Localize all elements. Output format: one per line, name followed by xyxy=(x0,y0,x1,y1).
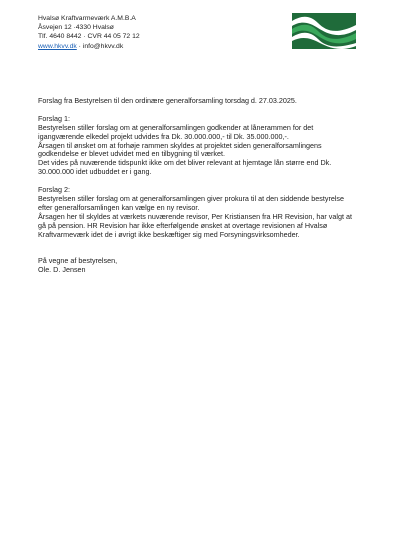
letter-body xyxy=(38,97,368,275)
proposal-2-line: Bestyrelsen stiller forslag om at generalforsamlingen giver prokura til at den siddende bestyrelse xyxy=(38,193,345,203)
proposal-1-line: Det vides på nuværende tidspunkt ikke om det bliver relevant at hjemtage lån større end Dk. xyxy=(38,158,332,168)
closing-line: På vegne af bestyrelsen, xyxy=(38,256,118,266)
proposal-1-line: godkendelse er blevet udvidet med en tilbygning til værket. xyxy=(38,149,225,159)
proposal-2-line: Årsagen her til skyldes at værkets nuværende revisor, Per Kristiansen fra HR Revision, har valgt at xyxy=(38,211,352,221)
website-link[interactable]: www.hkvv.dk xyxy=(38,42,77,50)
signature-name: Ole. D. Jensen xyxy=(38,265,86,275)
company-web-email xyxy=(38,42,140,51)
proposal-1-title: Forslag 1: xyxy=(38,113,70,123)
proposal-1-line: igangværende elkedel projekt udvides fra Dk. 30.000.000,- til Dk. 35.000.000,-. xyxy=(38,131,289,141)
proposal-1-line: 30.000.000 idet udbuddet er i gang. xyxy=(38,167,152,177)
company-wave-logo xyxy=(292,13,356,49)
company-phone-cvr: Tlf. 4640 8442 · CVR 44 05 72 12 xyxy=(38,33,140,41)
letter-intro: Forslag fra Bestyrelsen til den ordinære generalforsamling torsdag d. 27.03.2025. xyxy=(38,96,297,105)
company-name: Hvalsø Kraftvarmeværk A.M.B.A xyxy=(38,15,136,22)
proposal-1-line: Årsagen til ønsket om at forhøje rammen skyldes at projektet siden generalforsamlingens xyxy=(38,140,322,150)
proposal-2-title: Forslag 2: xyxy=(38,185,70,195)
letterhead xyxy=(38,14,140,51)
company-address: Åsvejen 12 ·4330 Hvalsø xyxy=(38,24,114,32)
proposal-1-line: Bestyrelsen stiller forslag om at generalforsamlingen godkender at lånerammen for det xyxy=(38,122,314,132)
proposal-2-line: gå på pension. HR Revision har ikke efterfølgende ønsket at overtage revisionen af Hvalsø xyxy=(38,220,328,230)
email-address: info@hkvv.dk xyxy=(82,42,124,50)
proposal-2-line: efter generalforsamlingen kan vælge en ny revisor. xyxy=(38,202,200,212)
proposal-2-line: Kraftvarmeværk idet de i øvrigt ikke beskæftiger sig med Forsyningsvirksomheder. xyxy=(38,229,300,239)
contact-separator: · xyxy=(76,42,83,50)
